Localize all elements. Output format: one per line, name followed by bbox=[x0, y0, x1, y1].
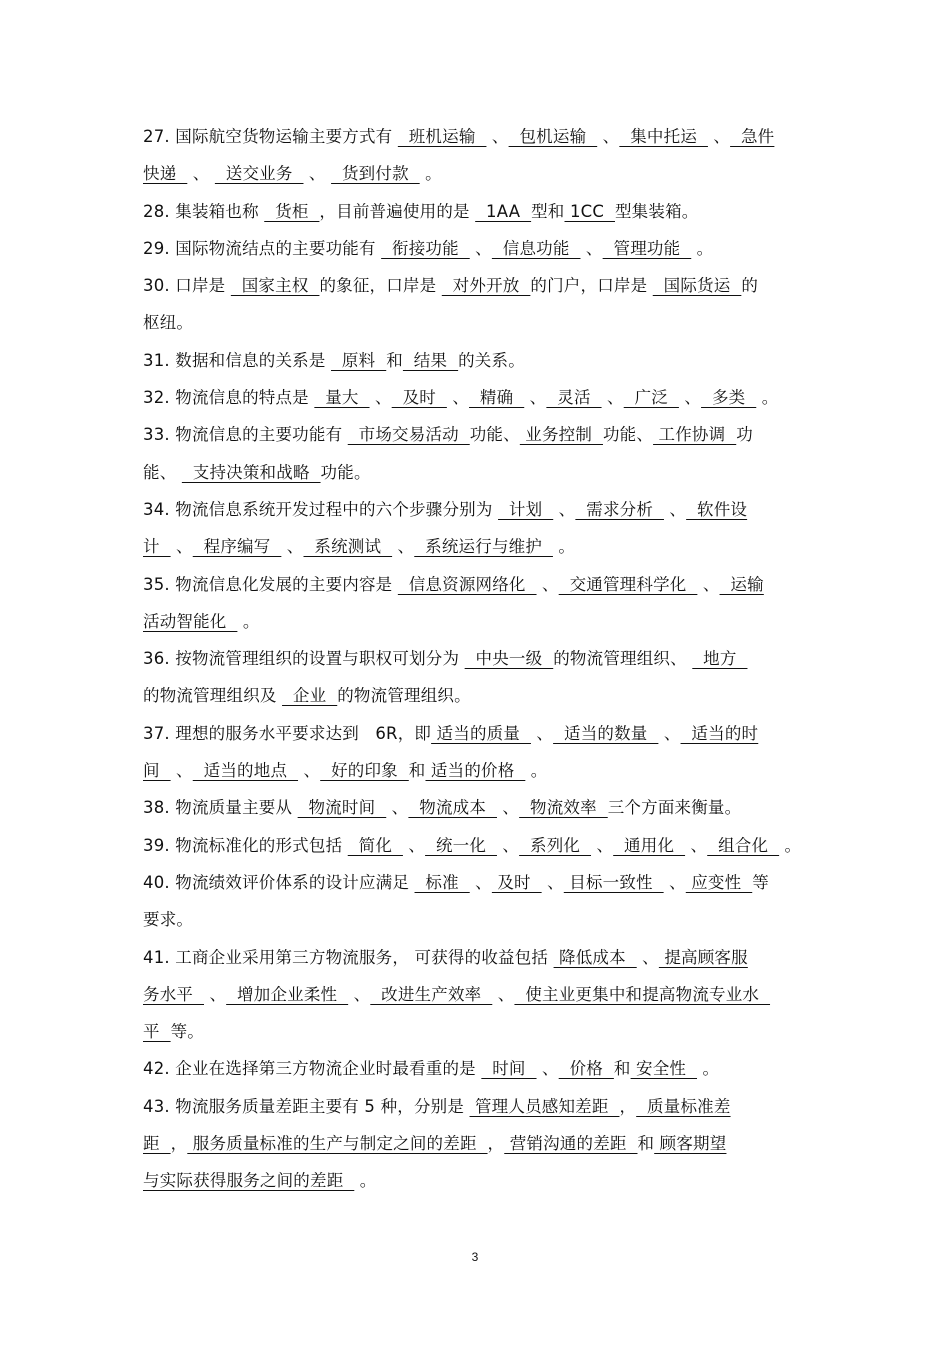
answer-blank: 1AA bbox=[475, 201, 532, 221]
answer-blank: 集中托运 bbox=[619, 127, 708, 146]
question-text: 功能、 bbox=[469, 425, 520, 445]
answer-blank: 送交业务 bbox=[214, 164, 304, 184]
text-line bbox=[143, 342, 811, 379]
answer-blank: 管理功能 bbox=[602, 238, 692, 258]
question-text: 、 bbox=[469, 238, 492, 258]
question-text: 6R bbox=[364, 723, 398, 743]
question-text: 等 bbox=[752, 872, 769, 892]
text-line bbox=[143, 1125, 811, 1162]
answer-blank: 急件 bbox=[730, 127, 775, 146]
question-text: 28. 集装箱也称 bbox=[143, 201, 265, 221]
text-line bbox=[143, 304, 811, 341]
question-text: 43. 物流服务质量差距主要有 5 种，分别是 bbox=[143, 1096, 470, 1116]
answer-blank: 1CC bbox=[564, 201, 615, 221]
question-text: 。 bbox=[525, 761, 548, 781]
answer-blank: 适当的价格 bbox=[425, 761, 526, 781]
answer-blank: 及时 bbox=[491, 872, 542, 892]
question-text: 的关系。 bbox=[458, 350, 525, 370]
question-text: 、 bbox=[663, 872, 686, 892]
text-line bbox=[143, 491, 811, 528]
answer-blank: 价格 bbox=[558, 1059, 614, 1079]
page-number: 3 bbox=[471, 1250, 479, 1264]
answer-blank: 通用化 bbox=[613, 835, 686, 855]
answer-blank: 计划 bbox=[498, 499, 554, 519]
question-text: 。 bbox=[237, 611, 260, 631]
answer-blank: 标准 bbox=[414, 872, 470, 892]
question-text: 、 bbox=[402, 835, 426, 855]
question-text: 功能、 bbox=[602, 425, 654, 445]
answer-blank: 快递 bbox=[143, 164, 188, 184]
text-line bbox=[143, 640, 811, 677]
question-text: 、 bbox=[298, 761, 321, 781]
answer-blank: 组合化 bbox=[707, 835, 780, 855]
question-text: 42. 企业在选择第三方物流企业时最看重的是 bbox=[143, 1059, 482, 1079]
answer-blank: 地方 bbox=[692, 649, 748, 669]
answer-blank: 平 bbox=[143, 1022, 171, 1042]
answer-blank: 量大 bbox=[314, 388, 370, 408]
answer-blank: 简化 bbox=[347, 835, 403, 855]
text-line bbox=[143, 939, 811, 976]
question-text: 。 bbox=[779, 835, 802, 855]
text-line bbox=[143, 1162, 811, 1199]
question-text: 、 bbox=[553, 499, 576, 519]
answer-blank: 距 bbox=[143, 1134, 171, 1154]
question-text: 型和 bbox=[531, 201, 565, 221]
answer-blank: 对外开放 bbox=[441, 276, 531, 296]
question-text: 、 bbox=[348, 984, 371, 1004]
answer-blank: 统一化 bbox=[425, 835, 497, 855]
question-text: 。 bbox=[552, 537, 576, 557]
answer-blank: 时间 bbox=[481, 1059, 537, 1079]
answer-blank: 精确 bbox=[469, 388, 525, 408]
question-text: 的门户，口岸是 bbox=[530, 276, 653, 296]
answer-blank: 交通管理科学化 bbox=[558, 574, 698, 594]
answer-blank: 原料 bbox=[331, 350, 387, 370]
question-text: 、 bbox=[597, 127, 620, 146]
answer-blank: 活动智能化 bbox=[143, 611, 238, 631]
answer-blank: 需求分析 bbox=[575, 499, 664, 519]
question-text: 、 bbox=[591, 835, 614, 855]
question-text: 和 bbox=[408, 761, 426, 781]
question-text: 功 bbox=[736, 425, 753, 445]
answer-blank: 服务质量标准的生产与制定之间的差距 bbox=[187, 1134, 488, 1154]
question-text: 的 bbox=[741, 276, 759, 296]
answer-blank: 顾客期望 bbox=[654, 1134, 727, 1154]
question-text: 、 bbox=[524, 388, 547, 408]
question-text: ，目前普遍使用的是 bbox=[319, 201, 476, 221]
answer-blank: 提高顾客服 bbox=[658, 947, 748, 967]
question-text: 、 bbox=[678, 388, 702, 408]
question-text: 、 bbox=[492, 984, 515, 1004]
answer-blank: 适当的质量 bbox=[431, 723, 531, 743]
question-text: 型集装箱。 bbox=[614, 201, 699, 221]
question-text: 39. 物流标准化的形式包括 bbox=[143, 835, 348, 855]
question-text: 、 bbox=[446, 388, 470, 408]
question-text: 40. 物流绩效评价体系的设计应满足 bbox=[143, 872, 415, 892]
answer-blank: 系统测试 bbox=[303, 537, 393, 557]
answer-blank: 货到付款 bbox=[331, 164, 420, 184]
question-text: 、 bbox=[658, 723, 681, 743]
answer-blank: 工作协调 bbox=[653, 425, 737, 445]
text-line bbox=[143, 1050, 811, 1087]
question-text: ， bbox=[619, 1096, 637, 1116]
answer-blank: 应变性 bbox=[685, 872, 753, 892]
question-text: 30. 口岸是 bbox=[143, 276, 231, 296]
question-text: ，即 bbox=[397, 723, 432, 743]
answer-blank: 信息功能 bbox=[491, 238, 581, 258]
text-line bbox=[143, 193, 811, 230]
question-text: 。 bbox=[354, 1171, 377, 1191]
answer-blank: 程序编写 bbox=[192, 537, 282, 557]
text-line bbox=[143, 715, 811, 752]
question-text: 、 bbox=[697, 574, 720, 594]
answer-blank: 物流成本 bbox=[408, 798, 497, 818]
question-text: ， bbox=[487, 1134, 505, 1154]
answer-blank: 市场交易活动 bbox=[347, 425, 470, 445]
answer-blank: 班机运输 bbox=[397, 127, 487, 146]
question-text: 32. 物流信息的特点是 bbox=[143, 388, 315, 408]
question-text: 、 bbox=[303, 164, 332, 184]
answer-blank: 改进生产效率 bbox=[370, 984, 493, 1004]
question-text: 、 bbox=[536, 1059, 559, 1079]
question-text: 、 bbox=[392, 537, 415, 557]
answer-blank: 系列化 bbox=[519, 835, 592, 855]
text-line bbox=[143, 827, 811, 864]
question-text: 、 bbox=[580, 238, 603, 258]
answer-blank: 包机运输 bbox=[508, 127, 598, 146]
question-text: 三个方面来衡量。 bbox=[607, 798, 742, 818]
question-text: 、 bbox=[636, 947, 659, 967]
question-text: 、 bbox=[496, 798, 520, 818]
text-line bbox=[143, 155, 811, 192]
answer-blank: 信息资源网络化 bbox=[397, 574, 537, 594]
text-line bbox=[143, 864, 811, 901]
answer-blank: 广泛 bbox=[623, 388, 679, 408]
question-text: 、 bbox=[601, 388, 624, 408]
question-text: 、 bbox=[496, 835, 520, 855]
answer-blank: 及时 bbox=[391, 388, 447, 408]
document-body bbox=[143, 118, 811, 1200]
answer-blank: 间 bbox=[143, 761, 171, 781]
text-line bbox=[143, 1013, 811, 1050]
question-text: 、 bbox=[707, 127, 731, 146]
text-line bbox=[143, 118, 811, 155]
answer-blank: 系统运行与维护 bbox=[414, 537, 553, 557]
question-text: 。 bbox=[756, 388, 779, 408]
question-text: 的物流管理组织、 bbox=[553, 649, 693, 669]
question-text: 31. 数据和信息的关系是 bbox=[143, 350, 332, 370]
question-text: 、 bbox=[541, 872, 564, 892]
text-line bbox=[143, 267, 811, 304]
text-line bbox=[143, 1088, 811, 1125]
question-text: 、 bbox=[281, 537, 304, 557]
answer-blank: 计 bbox=[143, 537, 171, 557]
answer-blank: 安全性 bbox=[630, 1059, 698, 1079]
question-text: 、 bbox=[386, 798, 409, 818]
question-text: 能、 bbox=[143, 462, 182, 482]
question-text: 37. 理想的服务水平要求达到 bbox=[143, 723, 365, 743]
question-text: 的物流管理组织及 bbox=[143, 686, 283, 706]
question-text: 和 bbox=[637, 1134, 655, 1154]
question-text: 的象征，口岸是 bbox=[319, 276, 442, 296]
question-text: 和 bbox=[386, 350, 403, 370]
answer-blank: 业务控制 bbox=[519, 425, 603, 445]
question-text: 41. 工商企业采用第三方物流服务， 可获得的收益包括 bbox=[143, 947, 554, 967]
text-line bbox=[143, 901, 811, 938]
answer-blank: 企业 bbox=[282, 686, 338, 706]
answer-blank: 物流效率 bbox=[519, 798, 608, 818]
answer-blank: 管理人员感知差距 bbox=[469, 1096, 620, 1116]
question-text: 、 bbox=[663, 499, 687, 519]
answer-blank: 支持决策和战略 bbox=[181, 462, 321, 482]
answer-blank: 运输 bbox=[719, 574, 764, 594]
text-line bbox=[143, 416, 811, 453]
text-line bbox=[143, 230, 811, 267]
answer-blank: 国际货运 bbox=[652, 276, 742, 296]
text-line bbox=[143, 528, 811, 565]
answer-blank: 货柜 bbox=[264, 201, 320, 221]
answer-blank: 衔接功能 bbox=[381, 238, 470, 258]
question-text: 。 bbox=[697, 1059, 720, 1079]
text-line bbox=[143, 976, 811, 1013]
text-line bbox=[143, 566, 811, 603]
question-text: 36. 按物流管理组织的设置与职权可划分为 bbox=[143, 649, 465, 669]
answer-blank: 多类 bbox=[701, 388, 757, 408]
answer-blank: 国家主权 bbox=[230, 276, 320, 296]
question-text: 要求。 bbox=[143, 910, 194, 930]
text-line bbox=[143, 789, 811, 826]
question-text: 和 bbox=[613, 1059, 631, 1079]
answer-blank: 营销沟通的差距 bbox=[504, 1134, 638, 1154]
answer-blank: 与实际获得服务之间的差距 bbox=[143, 1171, 355, 1191]
question-text: 、 bbox=[530, 723, 554, 743]
answer-blank: 目标一致性 bbox=[563, 872, 664, 892]
answer-blank: 增加企业柔性 bbox=[226, 984, 349, 1004]
question-text: 功能。 bbox=[320, 462, 371, 482]
question-text: 、 bbox=[536, 574, 559, 594]
question-text: 、 bbox=[204, 984, 227, 1004]
answer-blank: 中央一级 bbox=[464, 649, 554, 669]
question-text: 的物流管理组织。 bbox=[337, 686, 471, 706]
answer-blank: 适当的数量 bbox=[553, 723, 659, 743]
text-line bbox=[143, 379, 811, 416]
answer-blank: 好的印象 bbox=[320, 761, 409, 781]
question-text: 、 bbox=[187, 164, 215, 184]
answer-blank: 结果 bbox=[402, 350, 459, 370]
answer-blank: 降低成本 bbox=[553, 947, 637, 967]
answer-blank: 软件设 bbox=[686, 499, 748, 519]
answer-blank: 使主业更集中和提高物流专业水 bbox=[514, 984, 771, 1004]
question-text: 35. 物流信息化发展的主要内容是 bbox=[143, 574, 398, 594]
answer-blank: 质量标准差 bbox=[636, 1096, 731, 1116]
question-text: 、 bbox=[170, 537, 193, 557]
question-text: 、 bbox=[469, 872, 492, 892]
text-line bbox=[143, 454, 811, 491]
question-text: 、 bbox=[170, 761, 193, 781]
question-text: 等。 bbox=[170, 1022, 204, 1042]
answer-blank: 物流时间 bbox=[297, 798, 387, 818]
answer-blank: 务水平 bbox=[143, 984, 204, 1004]
question-text: 、 bbox=[369, 388, 392, 408]
question-text: 。 bbox=[419, 164, 442, 184]
question-text: 27. 国际航空货物运输主要方式有 bbox=[143, 127, 398, 146]
question-text: 、 bbox=[486, 127, 509, 146]
text-line bbox=[143, 677, 811, 714]
question-text: 。 bbox=[691, 238, 714, 258]
answer-blank: 灵活 bbox=[546, 388, 602, 408]
question-text: 、 bbox=[685, 835, 708, 855]
question-text: ， bbox=[170, 1134, 188, 1154]
answer-blank: 适当的地点 bbox=[192, 761, 299, 781]
question-text: 38. 物流质量主要从 bbox=[143, 798, 298, 818]
question-text: 33. 物流信息的主要功能有 bbox=[143, 425, 348, 445]
text-line bbox=[143, 752, 811, 789]
text-line bbox=[143, 603, 811, 640]
question-text: 34. 物流信息系统开发过程中的六个步骤分别为 bbox=[143, 499, 499, 519]
answer-blank: 适当的时 bbox=[680, 723, 759, 743]
question-text: 枢纽。 bbox=[143, 313, 194, 333]
question-text: 29. 国际物流结点的主要功能有 bbox=[143, 238, 382, 258]
